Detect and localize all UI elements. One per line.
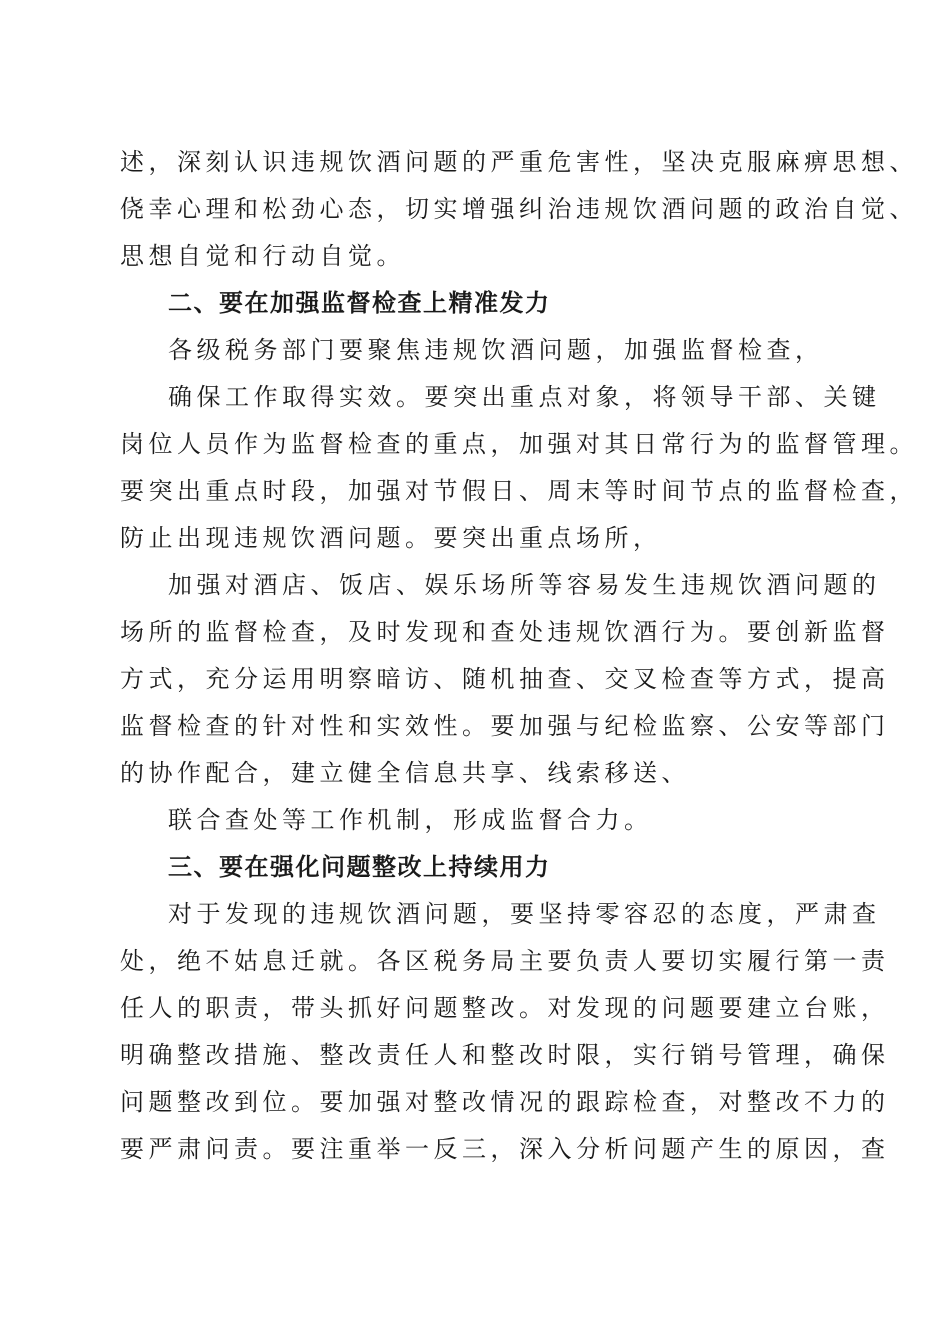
body-line: 各级税务部门要聚焦违规饮酒问题，加强监督检查， — [168, 336, 824, 364]
body-line: 岗位人员作为监督检查的重点，加强对其日常行为的监督管理。 — [120, 430, 918, 458]
body-line: 述，深刻认识违规饮酒问题的严重危害性，坚决克服麻痹思想、 — [120, 148, 918, 176]
body-line: 确保工作取得实效。要突出重点对象，将领导干部、关键 — [168, 383, 881, 411]
body-line: 要严肃问责。要注重举一反三，深入分析问题产生的原因，查 — [120, 1135, 890, 1163]
body-line: 监督检查的针对性和实效性。要加强与纪检监察、公安等部门 — [120, 712, 890, 740]
body-line: 对于发现的违规饮酒问题，要坚持零容忍的态度，严肃查 — [168, 900, 881, 928]
body-line: 要突出重点时段，加强对节假日、周末等时间节点的监督检查， — [120, 477, 918, 505]
body-line: 防止出现违规饮酒问题。要突出重点场所， — [120, 524, 662, 552]
section-heading: 二、要在加强监督检查上精准发力 — [168, 289, 551, 317]
body-line: 联合查处等工作机制，形成监督合力。 — [168, 806, 653, 834]
body-line: 的协作配合，建立健全信息共享、线索移送、 — [120, 759, 690, 787]
body-line: 加强对酒店、饭店、娱乐场所等容易发生违规饮酒问题的 — [168, 571, 881, 599]
body-line: 场所的监督检查，及时发现和查处违规饮酒行为。要创新监督 — [120, 618, 890, 646]
body-line: 问题整改到位。要加强对整改情况的跟踪检查，对整改不力的 — [120, 1088, 890, 1116]
body-line: 任人的职责，带头抓好问题整改。对发现的问题要建立台账， — [120, 994, 890, 1022]
body-line: 处，绝不姑息迁就。各区税务局主要负责人要切实履行第一责 — [120, 947, 890, 975]
body-line: 侥幸心理和松劲心态，切实增强纠治违规饮酒问题的政治自觉、 — [120, 195, 918, 223]
section-heading: 三、要在强化问题整改上持续用力 — [168, 853, 551, 881]
body-line: 思想自觉和行动自觉。 — [120, 242, 405, 270]
body-line: 明确整改措施、整改责任人和整改时限，实行销号管理，确保 — [120, 1041, 890, 1069]
body-line: 方式，充分运用明察暗访、随机抽查、交叉检查等方式，提高 — [120, 665, 890, 693]
